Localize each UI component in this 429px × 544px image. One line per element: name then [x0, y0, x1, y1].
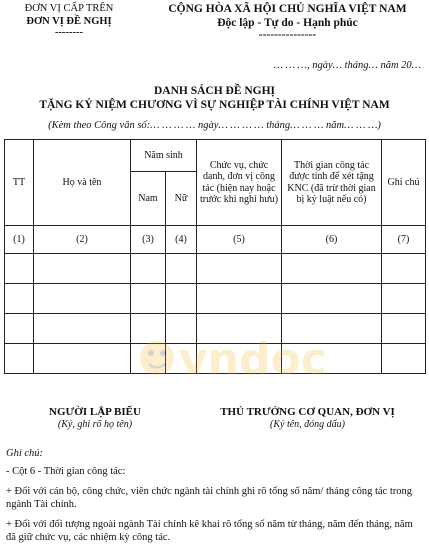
preparer-instruction: (Ký, ghi rõ họ tên): [57, 419, 133, 430]
head-instruction: (Ký tên, đóng dấu): [270, 419, 345, 430]
national-motto-block: [146, 2, 429, 40]
issuing-unit-block: [0, 2, 138, 38]
note-external-staff: + Đối với đối tượng ngoài ngành Tài chính kê khai rõ tổng số năm từ tháng, năm đến tháng, năm đã giữ chức vụ, các nhiệm kỳ công tác.: [6, 519, 413, 543]
country-name: CỘNG HÒA XÃ HỘI CHỦ NGHĨA VIỆT NAM: [168, 3, 407, 15]
document-subtitle: TẶNG KỶ NIỆM CHƯƠNG VÌ SỰ NGHIỆP TÀI CHÍNH VIỆT NAM: [39, 99, 390, 111]
superior-unit-label: ĐƠN VỊ CẤP TRÊN: [24, 3, 114, 14]
notes-heading: Ghi chú:: [6, 448, 44, 459]
head-title: THỦ TRƯỞNG CƠ QUAN, ĐƠN VỊ: [220, 406, 395, 418]
index-cell: (2): [34, 226, 131, 254]
header-full-name: Họ và tên: [34, 140, 131, 226]
header-notes: Ghi chú: [382, 140, 426, 226]
vndoc-watermark-logo: [135, 318, 335, 403]
index-cell: (7): [382, 226, 426, 254]
preparer-title: NGƯỜI LẬP BIỂU: [49, 406, 141, 418]
header-position: Chức vụ, chức danh, đơn vị công tác (hiện nay hoặc trước khi nghỉ hưu): [197, 140, 282, 226]
header-service-period: Thời gian công tác được tính để xét tặng KNC (đã trừ thời gian bị kỷ luật nếu có): [282, 140, 382, 226]
index-cell: (3): [131, 226, 166, 254]
watermark-icon: [135, 318, 335, 398]
index-cell: (4): [166, 226, 197, 254]
column-index-row: [5, 226, 426, 254]
right-rule: ---------------: [258, 29, 317, 41]
table-row: [5, 254, 426, 284]
date-line: … … …, ngày… tháng… năm 20…: [273, 60, 421, 71]
watermark-text: vndoc: [179, 334, 327, 385]
header-male: Nam: [131, 172, 166, 226]
head-signature-block: [190, 406, 425, 430]
left-rule: --------: [55, 27, 83, 38]
header-female: Nữ: [166, 172, 197, 226]
note-column-6: - Cột 6 - Thời gian công tác:: [6, 466, 126, 477]
document-title: DANH SÁCH ĐỀ NGHỊ: [153, 85, 276, 97]
index-cell: (5): [197, 226, 282, 254]
header-birth-year: Năm sinh: [131, 140, 197, 172]
index-cell: (6): [282, 226, 382, 254]
preparer-signature-block: [20, 406, 170, 430]
proposing-unit-label: ĐƠN VỊ ĐỀ NGHỊ: [26, 16, 112, 27]
table-row: [5, 284, 426, 314]
attachment-note: (Kèm theo Công văn số:… … … … ngày… … … … tháng… … … năm… … …): [48, 120, 381, 131]
index-cell: (1): [5, 226, 34, 254]
header-tt: TT: [5, 140, 34, 226]
motto: Độc lập - Tự do - Hạnh phúc: [217, 17, 358, 29]
note-internal-staff: + Đối với cán bộ, công chức, viên chức ngành tài chính ghi rõ tổng số năm/ tháng công tác trong ngành Tài chính.: [6, 486, 413, 510]
